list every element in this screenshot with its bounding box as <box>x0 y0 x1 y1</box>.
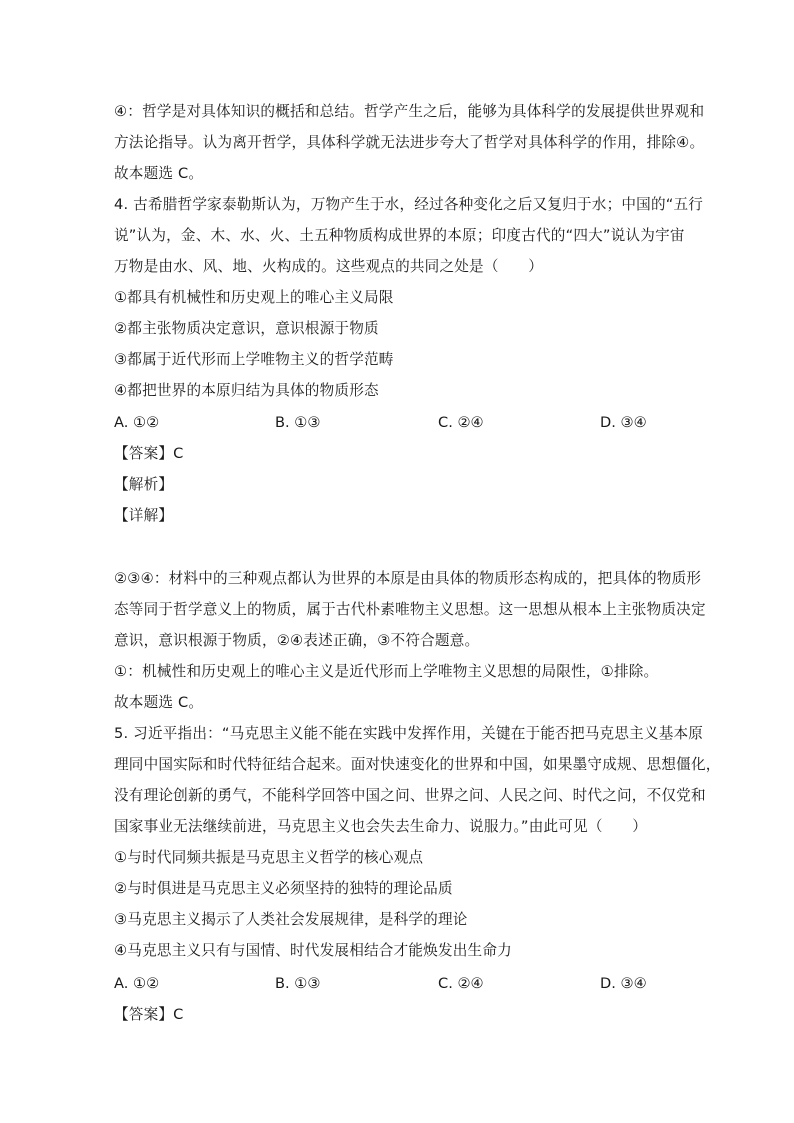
text-line: 故本题选 C。 <box>114 165 204 182</box>
text-line: 国家事业无法继续前进，马克思主义也会失去生命力、说服力。”由此可见（ ） <box>114 818 648 835</box>
text-line: 万物是由水、风、地、火构成的。这些观点的共同之处是（ ） <box>114 258 544 275</box>
option-c: C. ②④ <box>438 414 484 431</box>
text-line: ①：机械性和历史观上的唯心主义是近代形而上学唯物主义思想的局限性，①排除。 <box>114 663 659 680</box>
statement-3: ③马克思主义揭示了人类社会发展规律，是科学的理论 <box>114 911 468 928</box>
text-line: 没有理论创新的勇气，不能科学回答中国之问、世界之问、人民之问、时代之问，不仅党和 <box>114 787 706 804</box>
option-b: B. ①③ <box>275 975 321 992</box>
statement-1: ①与时代同频共振是马克思主义哲学的核心观点 <box>114 849 424 866</box>
statement-2: ②都主张物质决定意识，意识根源于物质 <box>114 320 379 337</box>
statement-3: ③都属于近代形而上学唯物主义的哲学范畴 <box>114 351 394 368</box>
question-4-stem: 4. 古希腊哲学家泰勒斯认为，万物产生于水，经过各种变化之后又复归于水；中国的“五行 <box>114 196 704 213</box>
detail-label: 【详解】 <box>114 507 174 524</box>
question-5-stem: 5. 习近平指出：“马克思主义能不能在实践中发挥作用，关键在于能否把马克思主义基本原 <box>114 725 704 742</box>
option-d: D. ③④ <box>600 414 647 431</box>
option-d: D. ③④ <box>600 975 647 992</box>
answer-label: 【答案】C <box>114 445 184 462</box>
text-line: 方法论指导。认为离开哲学，具体科学就无法进步夸大了哲学对具体科学的作用，排除④。 <box>114 134 705 151</box>
text-line: 理同中国实际和时代特征结合起来。面对快速变化的世界和中国，如果墨守成规、思想僵化， <box>114 756 721 773</box>
statement-2: ②与时俱进是马克思主义必须坚持的独特的理论品质 <box>114 880 453 897</box>
text-line: 故本题选 C。 <box>114 694 204 711</box>
statement-4: ④马克思主义只有与国情、时代发展相结合才能焕发出生命力 <box>114 942 512 959</box>
analysis-label: 【解析】 <box>114 476 174 493</box>
text-line: 态等同于哲学意义上的物质，属于古代朴素唯物主义思想。这一思想从根本上主张物质决定 <box>114 601 706 618</box>
text-line: ②③④：材料中的三种观点都认为世界的本原是由具体的物质形态构成的，把具体的物质形 <box>114 570 702 587</box>
option-c: C. ②④ <box>438 975 484 992</box>
option-a: A. ①② <box>114 975 160 992</box>
text-line: ④：哲学是对具体知识的概括和总结。哲学产生之后，能够为具体科学的发展提供世界观和 <box>114 103 705 120</box>
answer-label: 【答案】C <box>114 1006 184 1023</box>
statement-4: ④都把世界的本原归结为具体的物质形态 <box>114 382 379 399</box>
text-line: 说”认为，金、木、水、火、土五种物质构成世界的本原；印度古代的“四大”说认为宇宙 <box>114 227 685 244</box>
statement-1: ①都具有机械性和历史观上的唯心主义局限 <box>114 289 394 306</box>
text-line: 意识，意识根源于物质，②④表述正确，③不符合题意。 <box>114 632 480 649</box>
option-b: B. ①③ <box>275 414 321 431</box>
option-a: A. ①② <box>114 414 160 431</box>
